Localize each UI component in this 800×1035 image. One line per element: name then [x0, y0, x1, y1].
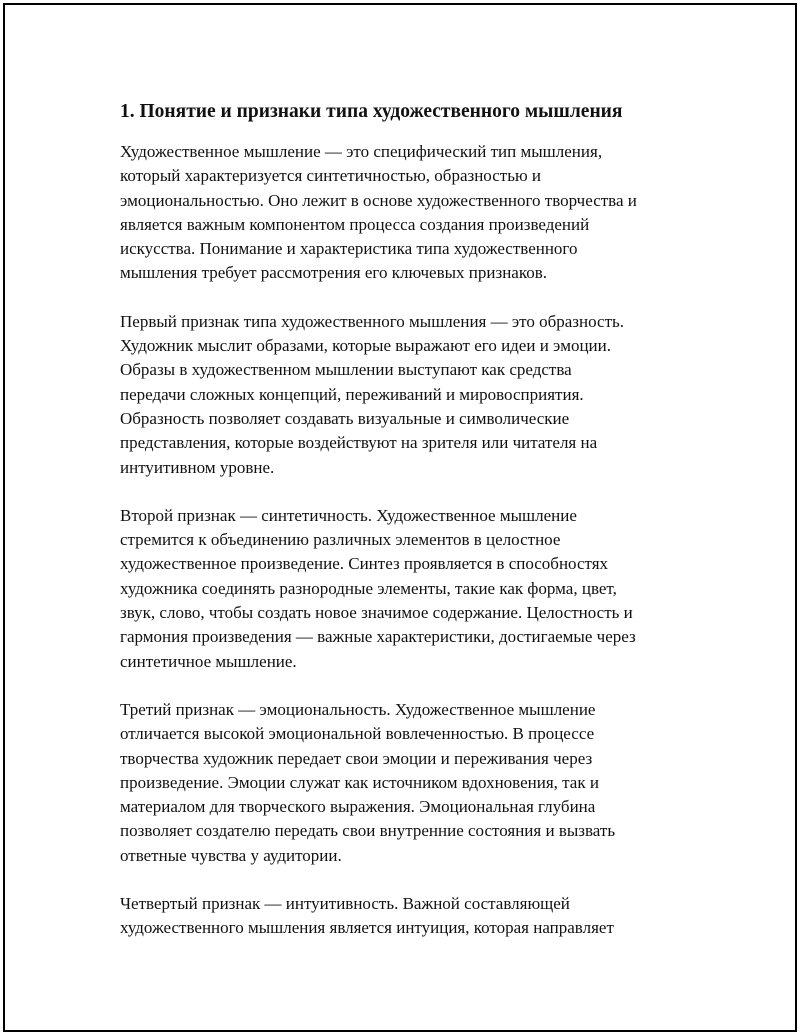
text-line: материалом для творческого выражения. Эмоциональная глубина: [120, 797, 596, 817]
text-line: Художественное мышление — это специфический тип мышления,: [120, 142, 603, 161]
text-line: Образы в художественном мышлении выступают как средства: [120, 360, 572, 380]
paragraph-first-feature: [120, 310, 700, 480]
text-line: интуитивном уровне.: [120, 457, 275, 477]
text-line: представления, которые воздействуют на зрителя или читателя на: [120, 433, 598, 453]
text-line: Четвертый признак — интуитивность. Важной составляющей: [120, 894, 570, 914]
text-line: Третий признак — эмоциональность. Художественное мышление: [120, 699, 596, 719]
text-line: эмоциональностью. Оно лежит в основе художественного творчества и: [120, 190, 637, 210]
text-line: Второй признак — синтетичность. Художественное мышление: [120, 505, 577, 525]
paragraph-second-feature: [120, 504, 700, 674]
section-heading: 1. Понятие и признаки типа художественного мышления: [120, 101, 623, 122]
text-line: ответные чувства у аудитории.: [120, 845, 342, 865]
paragraph-intro: [120, 140, 700, 286]
text-line: творчества художник передает свои эмоции и переживания через: [120, 748, 593, 768]
text-line: который характеризуется синтетичностью, образностью и: [120, 166, 541, 186]
text-line: звук, слово, чтобы создать новое значимое содержание. Целостность и: [120, 603, 633, 623]
text-line: позволяет создателю передать свои внутренние состояния и вызвать: [120, 821, 616, 841]
text-line: Первый признак типа художественного мышления — это образность.: [120, 311, 625, 331]
text-line: отличается высокой эмоциональной вовлеченностью. В процессе: [120, 724, 595, 744]
document-page: [3, 3, 797, 1032]
text-line: художественное произведение. Синтез проявляется в способностях: [120, 554, 609, 574]
text-line: искусства. Понимание и характеристика типа художественного: [120, 239, 578, 259]
text-line: является важным компонентом процесса создания произведений: [120, 214, 590, 234]
paragraph-third-feature: [120, 698, 700, 868]
paragraph-fourth-feature: [120, 892, 700, 941]
text-line: мышления требует рассмотрения его ключевых признаков.: [120, 263, 548, 283]
text-line: художественного мышления является интуиция, которая направляет: [120, 918, 614, 938]
text-line: гармония произведения — важные характеристики, достигаемые через: [120, 627, 636, 647]
text-line: художника соединять разнородные элементы, такие как форма, цвет,: [120, 578, 617, 598]
text-line: Образность позволяет создавать визуальные и символические: [120, 408, 570, 428]
document-body: [120, 99, 700, 965]
text-line: произведение. Эмоции служат как источником вдохновения, так и: [120, 772, 599, 792]
text-line: передачи сложных концепций, переживаний и мировосприятия.: [120, 384, 584, 404]
text-line: стремится к объединению различных элементов в целостное: [120, 530, 561, 550]
text-line: синтетичное мышление.: [120, 651, 297, 671]
text-line: Художник мыслит образами, которые выражают его идеи и эмоции.: [120, 336, 611, 356]
